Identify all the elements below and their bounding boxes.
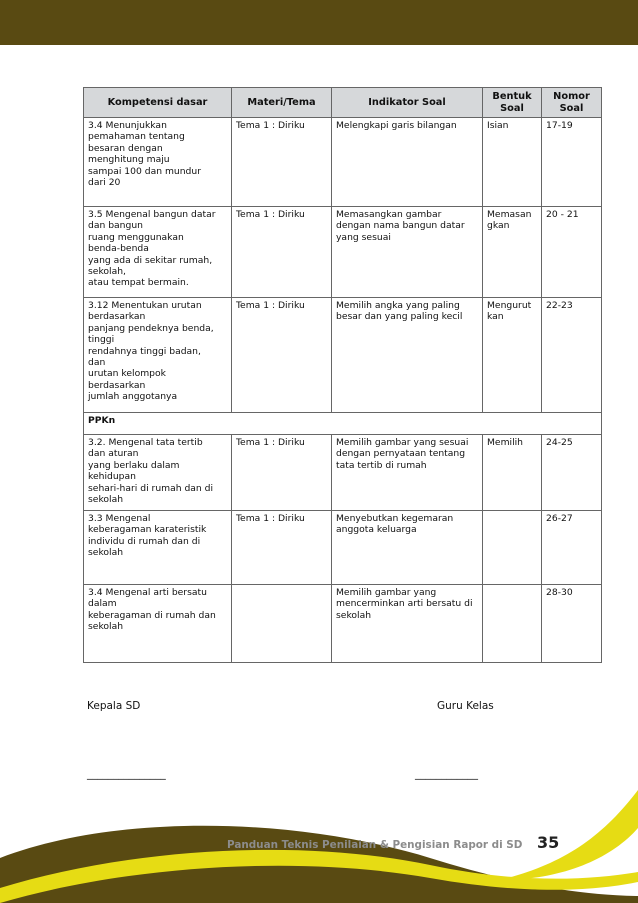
kd-text: 3.5 Mengenal bangun datar dan bangun ruang menggunakan benda-benda yang ada di sekitar rumah, sekolah, atau tempat bermain. [88,209,216,289]
tema-text: Tema 1 : Diriku [236,300,305,311]
bentuk-text: Isian [487,120,509,131]
nomor-text: 26-27 [546,513,573,524]
tema-text: Tema 1 : Diriku [236,513,305,524]
kd-text: 3.4 Menunjukkan pemahaman tentang besaran dengan menghitung maju sampai 100 dan mundur dari 20 [88,120,201,189]
kd-text: 3.12 Menentukan urutan berdasarkan panjang pendeknya benda, tinggi rendahnya tinggi badan, dan urutan kelompok berdasarkan jumlah anggotanya [88,300,214,403]
guru-kelas-signature-line: ____________ [415,768,478,780]
kd-text: 3.2. Mengenal tata tertib dan aturan yang berlaku dalam kehidupan sehari-hari di rumah dan di sekolah [88,437,214,506]
tema-text: Tema 1 : Diriku [236,437,305,448]
indikator-text: Memilih gambar yang mencerminkan arti bersatu di sekolah [336,587,473,621]
footer-title: Panduan Teknis Penilaian & Pengisian Rapor di SD [227,839,523,851]
page-number: 35 [537,833,560,852]
kepala-sd-signature-line: _______________ [87,768,166,780]
header-bentuk: Bentuk Soal [483,88,542,118]
indikator-text: Memilih gambar yang sesuai dengan pernyataan tentang tata tertib di rumah [336,437,469,471]
nomor-text: 24-25 [546,437,573,448]
kd-text: 3.4 Mengenal arti bersatu dalam keberagaman di rumah dan sekolah [88,587,216,633]
nomor-text: 22-23 [546,300,573,311]
section-label: PPKn [84,413,602,435]
kepala-sd-label: Kepala SD [87,700,141,712]
nomor-text: 17-19 [546,120,573,131]
header-materi: Materi/Tema [232,88,332,118]
header-kompetensi: Kompetensi dasar [84,88,232,118]
bentuk-text: Mengurut kan [487,300,532,323]
bentuk-text: Memasan gkan [487,209,532,232]
indikator-text: Menyebutkan kegemaran anggota keluarga [336,513,454,536]
guru-kelas-label: Guru Kelas [437,700,494,712]
bentuk-text: Memilih [487,437,524,448]
yellow-right-wave [500,790,638,880]
indikator-text: Memasangkan gambar dengan nama bangun datar yang sesuai [336,209,465,243]
tema-text: Tema 1 : Diriku [236,209,305,220]
indikator-text: Melengkapi garis bilangan [336,120,457,131]
indikator-text: Memilih angka yang paling besar dan yang paling kecil [336,300,463,323]
header-indikator: Indikator Soal [332,88,483,118]
nomor-text: 20 - 21 [546,209,579,220]
kd-text: 3.3 Mengenal keberagaman karateristik individu di rumah dan di sekolah [88,513,207,559]
header-nomor: Nomor Soal [542,88,602,118]
tema-text: Tema 1 : Diriku [236,120,305,131]
nomor-text: 28-30 [546,587,573,598]
